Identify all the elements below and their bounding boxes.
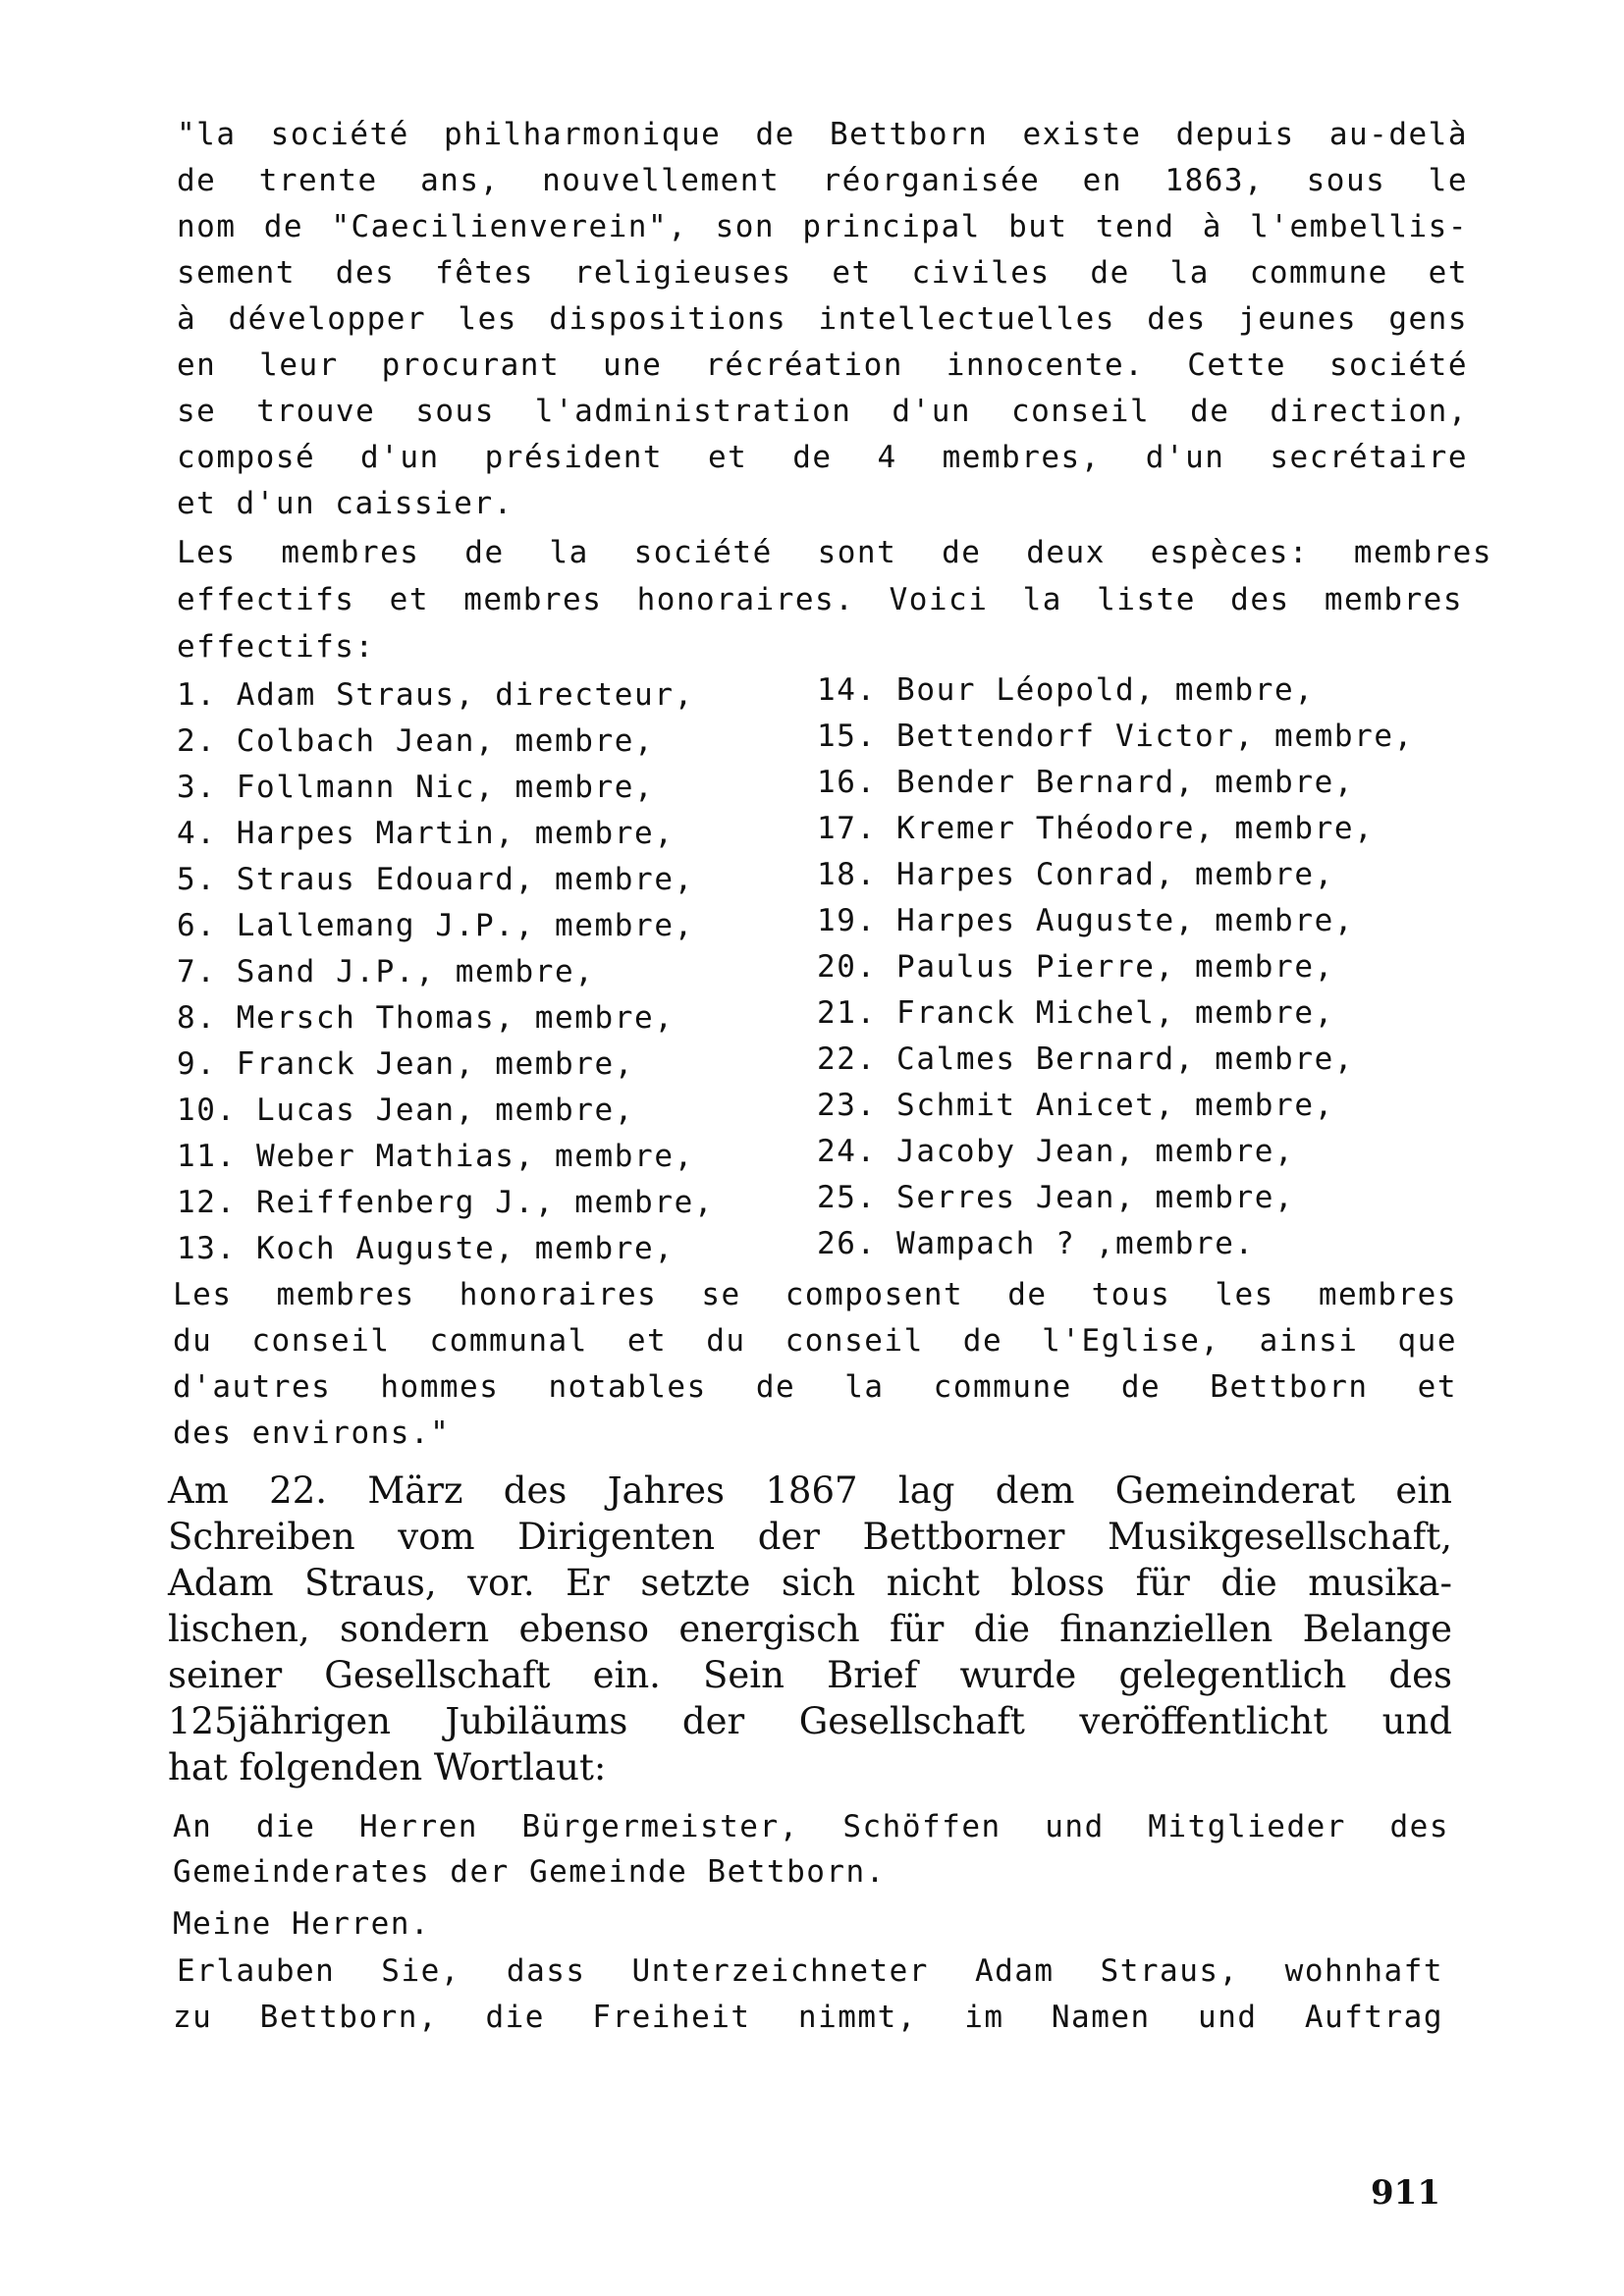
text-line: de trente ans, nouvellement réorganisée en 1863, sous le xyxy=(177,163,1468,198)
list-item: 12. Reiffenberg J., membre, xyxy=(177,1185,715,1220)
list-item: 5. Straus Edouard, membre, xyxy=(177,862,694,897)
text-line: en leur procurant une récréation innocente. Cette société xyxy=(177,347,1468,383)
list-item: 25. Serres Jean, membre, xyxy=(817,1180,1295,1215)
list-item: 14. Bour Léopold, membre, xyxy=(817,672,1315,708)
list-item: 11. Weber Mathias, membre, xyxy=(177,1139,694,1174)
text-line: sement des fêtes religieuses et civiles de la commune et xyxy=(177,255,1468,291)
text-line: hat folgenden Wortlaut: xyxy=(168,1746,607,1789)
text-line: et d'un caissier. xyxy=(177,486,514,521)
text-line: Erlauben Sie, dass Unterzeichneter Adam Straus, wohnhaft xyxy=(177,1953,1443,1989)
list-item: 6. Lallemang J.P., membre, xyxy=(177,908,694,943)
text-line: nom de "Caecilienverein", son principal but tend à l'embellis- xyxy=(177,209,1468,244)
text-line: à développer les dispositions intellectuelles des jeunes gens xyxy=(177,301,1468,337)
text-line: composé d'un président et de 4 membres, d'un secrétaire xyxy=(177,440,1468,475)
list-item: 13. Koch Auguste, membre, xyxy=(177,1231,675,1266)
list-item: 16. Bender Bernard, membre, xyxy=(817,765,1355,800)
list-item: 9. Franck Jean, membre, xyxy=(177,1046,635,1082)
list-item: 3. Follmann Nic, membre, xyxy=(177,770,655,805)
text-line: Gemeinderates der Gemeinde Bettborn. xyxy=(173,1854,886,1890)
letter-salutation: Meine Herren. xyxy=(173,1906,431,1942)
text-line: zu Bettborn, die Freiheit nimmt, im Namen und Auftrag xyxy=(173,2000,1443,2035)
list-item: 20. Paulus Pierre, membre, xyxy=(817,949,1334,985)
list-item: 7. Sand J.P., membre, xyxy=(177,954,595,989)
list-item: 17. Kremer Théodore, membre, xyxy=(817,811,1375,846)
page-number: 911 xyxy=(1371,2173,1440,2213)
text-line: lischen, sondern ebenso energisch für die finanziellen Belange xyxy=(168,1608,1452,1650)
list-item: 18. Harpes Conrad, membre, xyxy=(817,857,1334,892)
list-item: 1. Adam Straus, directeur, xyxy=(177,677,694,713)
text-line: Les membres de la société sont de deux espèces: membres xyxy=(177,535,1492,570)
list-item: 4. Harpes Martin, membre, xyxy=(177,816,675,851)
list-item: 15. Bettendorf Victor, membre, xyxy=(817,719,1414,754)
text-line: d'autres hommes notables de la commune de Bettborn et xyxy=(173,1369,1457,1405)
text-line: des environs." xyxy=(173,1415,451,1451)
text-line: 125jährigen Jubiläums der Gesellschaft veröffentlicht und xyxy=(168,1700,1452,1742)
text-line: "la société philharmonique de Bettborn existe depuis au-delà xyxy=(177,117,1468,152)
text-line: effectifs et membres honoraires. Voici la liste des membres xyxy=(177,582,1463,617)
list-item: 19. Harpes Auguste, membre, xyxy=(817,903,1355,938)
text-line: An die Herren Bürgermeister, Schöffen und Mitglieder des xyxy=(173,1809,1449,1844)
list-item: 21. Franck Michel, membre, xyxy=(817,995,1334,1031)
list-item: 26. Wampach ? ,membre. xyxy=(817,1226,1255,1261)
text-line: du conseil communal et du conseil de l'Eglise, ainsi que xyxy=(173,1323,1457,1359)
text-line: Am 22. März des Jahres 1867 lag dem Gemeinderat ein xyxy=(168,1469,1452,1512)
list-item: 24. Jacoby Jean, membre, xyxy=(817,1134,1295,1169)
text-line: seiner Gesellschaft ein. Sein Brief wurde gelegentlich des xyxy=(168,1654,1452,1696)
list-item: 10. Lucas Jean, membre, xyxy=(177,1093,635,1128)
list-item: 22. Calmes Bernard, membre, xyxy=(817,1041,1355,1077)
list-item: 23. Schmit Anicet, membre, xyxy=(817,1088,1334,1123)
text-line: Adam Straus, vor. Er setzte sich nicht bloss für die musika- xyxy=(168,1562,1452,1604)
list-item: 2. Colbach Jean, membre, xyxy=(177,723,655,759)
text-line: se trouve sous l'administration d'un conseil de direction, xyxy=(177,394,1468,429)
text-line: effectifs: xyxy=(177,629,375,665)
text-line: Schreiben vom Dirigenten der Bettborner Musikgesellschaft, xyxy=(168,1516,1452,1558)
list-item: 8. Mersch Thomas, membre, xyxy=(177,1000,675,1036)
text-line: Les membres honoraires se composent de tous les membres xyxy=(173,1277,1457,1312)
